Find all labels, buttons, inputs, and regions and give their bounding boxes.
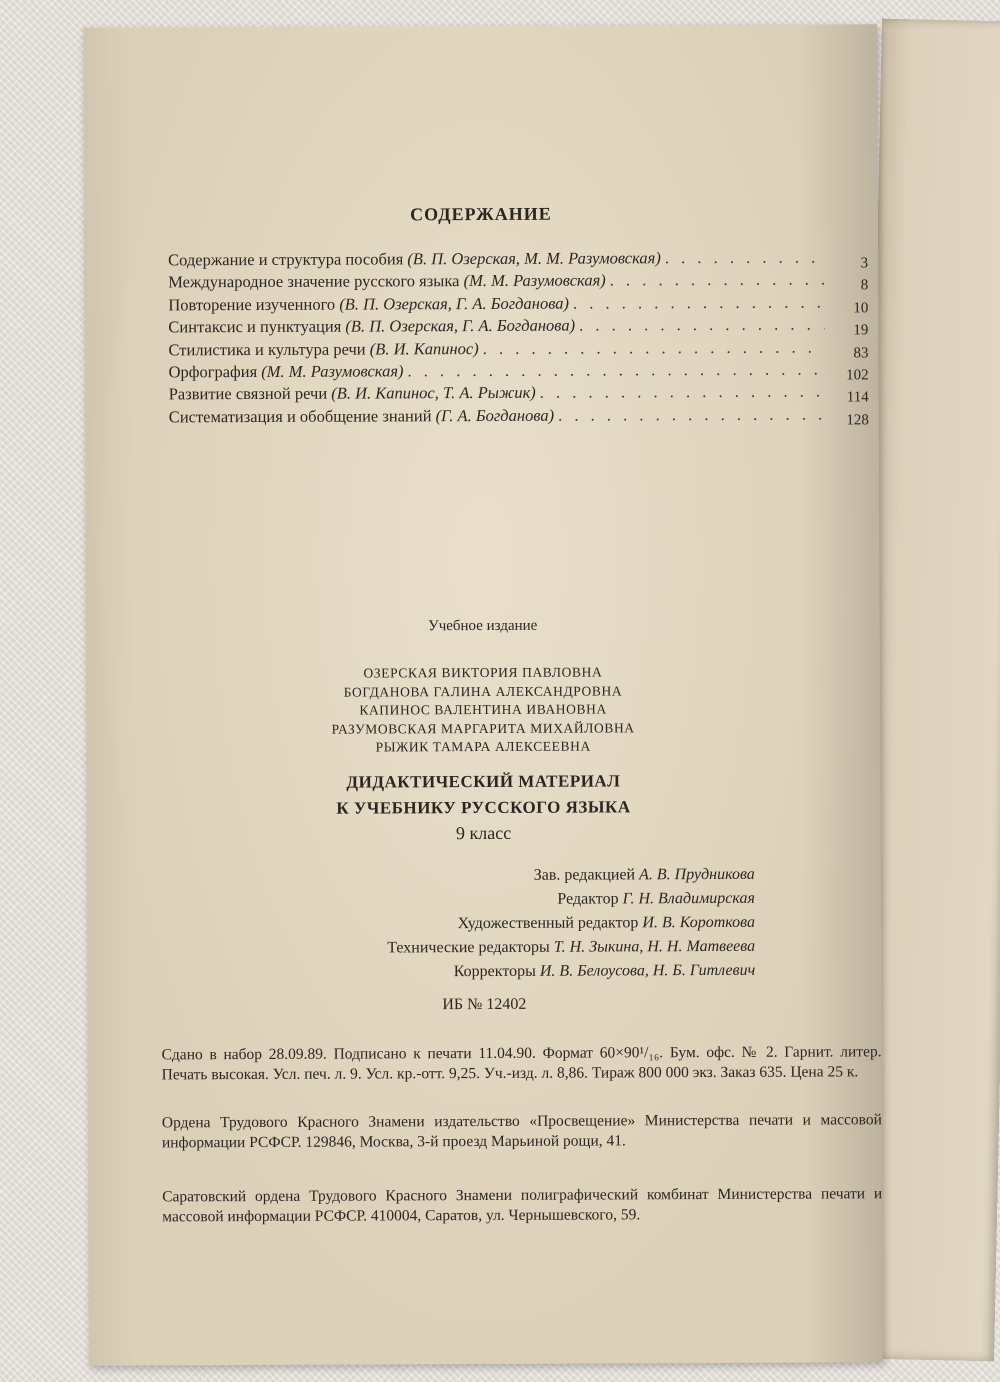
staff-role: Технические редакторы [387,938,550,957]
editorial-staff [387,863,755,985]
toc-item-page: 3 [860,255,869,272]
toc-leader [407,358,824,382]
book-title-line-2: К УЧЕБНИКУ РУССКОГО ЯЗЫКА [336,797,631,818]
toc-leader [665,247,824,270]
toc-item-authors: (Г. А. Богданова) [435,405,555,425]
toc-leader [579,314,824,337]
toc-leader [610,269,825,292]
toc-item-title: Развитие связной речи [168,384,328,404]
staff-row [387,959,755,985]
author-name: РАЗУМОВСКАЯ МАРГАРИТА МИХАЙЛОВНА [331,719,635,737]
staff-row [387,935,755,961]
toc-item [168,336,868,361]
staff-row [387,863,755,889]
toc-item-page: 19 [853,322,869,339]
toc-item [168,291,868,316]
staff-names: А. В. Прудникова [639,865,755,884]
author-name: БОГДАНОВА ГАЛИНА АЛЕКСАНДРОВНА [343,682,623,700]
toc-leader [483,336,825,359]
toc-item-authors: (В. И. Капинос) [369,338,479,359]
grade-label: 9 класс [455,822,512,844]
toc-leader [573,291,824,314]
toc-item-authors: (В. И. Капинос, Т. А. Рыжик) [331,383,536,404]
toc-title: СОДЕРЖАНИЕ [410,203,552,225]
toc-leader [558,403,825,426]
book-title-line-1: ДИДАКТИЧЕСКИЙ МАТЕРИАЛ [346,771,621,792]
toc-item-page: 10 [853,300,869,317]
toc-item-title: Синтаксис и пунктуация [168,316,342,337]
publisher-info: Ордена Трудового Красного Знамени издательство «Просвещение» Министерства печати и массовой информации РСФСР. 129846, Москва, 3-й проезд Марьиной рощи, 41. [161,1111,882,1151]
printer-info: Саратовский ордена Трудового Красного Знамени полиграфический комбинат Министерства печати и массовой информации РСФСР. 410004, Саратов, ул. Чернышевского, 59. [162,1185,883,1225]
author-list [86,662,880,758]
toc-item-authors: (М. М. Разумовская) [463,270,606,291]
staff-names: И. В. Белоусова, Н. Б. Гитлевич [539,961,756,980]
ib-number: ИБ № 12402 [442,995,527,1014]
staff-role: Редактор [557,890,619,908]
toc-item [169,403,869,428]
toc-item-authors: (М. М. Разумовская) [261,361,404,381]
staff-role: Корректоры [453,962,536,981]
book-page [83,24,883,1365]
edition-type: Учебное издание [428,617,538,635]
toc-item [169,381,869,406]
author-name: КАПИНОС ВАЛЕНТИНА ИВАНОВНА [359,701,607,718]
staff-role: Художественный редактор [457,914,639,933]
staff-names: Т. Н. Зыкина, Н. Н. Матвеева [553,937,756,956]
staff-row [387,887,755,913]
toc-item-page: 114 [846,389,869,406]
toc-item [168,269,868,294]
author-name: ОЗЕРСКАЯ ВИКТОРИЯ ПАВЛОВНА [363,664,603,681]
toc-item-page: 8 [860,277,869,294]
toc-item [169,358,869,383]
toc-item-authors: (В. П. Озерская, М. М. Разумовская) [407,248,661,269]
table-of-contents [168,246,869,428]
toc-item-page: 83 [853,344,869,361]
toc-item-page: 102 [846,367,869,384]
author-name: РЫЖИК ТАМАРА АЛЕКСЕЕВНА [375,738,591,755]
toc-item [168,313,868,338]
toc-item-authors: (В. П. Озерская, Г. А. Богданова) [339,293,570,314]
staff-names: И. В. Короткова [642,913,756,932]
toc-item-authors: (В. П. Озерская, Г. А. Богданова) [345,315,576,336]
toc-item-title: Содержание и структура пособия [168,249,404,270]
staff-names: Г. Н. Владимирская [622,889,755,908]
toc-item-title: Повторение изученного [168,294,336,315]
toc-item [168,246,868,271]
toc-item-title: Стилистика и культура речи [168,339,366,359]
toc-item-page: 128 [846,412,869,429]
toc-item-title: Орфография [168,361,258,382]
staff-row [387,911,755,937]
staff-role: Зав. редакцией [533,866,636,884]
print-details: Сдано в набор 28.09.89. Подписано к печати 11.04.90. Формат 60×90¹/₁₆. Бум. офс. № 2. Гарнит. литер. Печать высокая. Усл. печ. л. 9. Усл. кр.-отт. 9,25. Уч.-изд. л. 8,86. Тираж 800 000 экз. Заказ 635. Цена 25 к. [161,1043,882,1083]
toc-leader [540,381,825,404]
toc-item-title: Международное значение русского языка [168,271,460,292]
toc-item-title: Систематизация и обобщение знаний [168,405,432,427]
